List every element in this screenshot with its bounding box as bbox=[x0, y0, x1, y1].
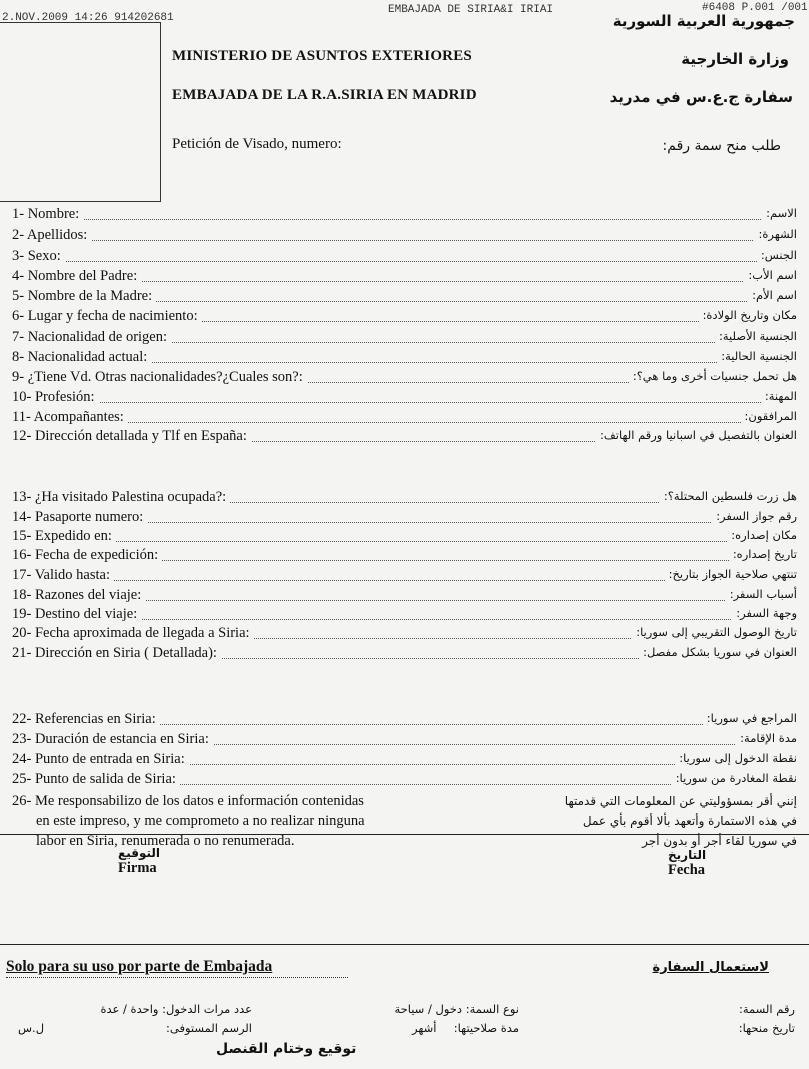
field-label: 14- Pasaporte numero: bbox=[12, 509, 147, 526]
field-row[interactable] bbox=[0, 409, 809, 429]
field-label: 7- Nacionalidad de origen: bbox=[12, 329, 171, 346]
field-row[interactable] bbox=[0, 547, 809, 567]
field-row[interactable] bbox=[0, 428, 809, 448]
visa-type-label: نوع السمة: دخول / سياحة bbox=[394, 1002, 519, 1016]
field-label-arabic: هل تحمل جنسيات أخرى وما هي؟: bbox=[629, 369, 797, 383]
fax-timestamp: 2.NOV.2009 14:26 914202681 bbox=[2, 12, 174, 24]
signature-label-arabic: التوقيع bbox=[118, 846, 160, 860]
field-row[interactable] bbox=[0, 329, 809, 349]
field-label: 1- Nombre: bbox=[12, 206, 83, 223]
fill-line[interactable] bbox=[20, 219, 789, 220]
field-label-arabic: الشهرة: bbox=[754, 227, 797, 241]
field-row[interactable] bbox=[0, 489, 809, 509]
field-label-arabic: أسباب السفر: bbox=[726, 587, 797, 601]
fill-line[interactable] bbox=[20, 541, 789, 542]
visa-number-label: رقم السمة: bbox=[738, 1002, 795, 1016]
header-country-arabic: جمهورية العربية السورية bbox=[612, 12, 795, 30]
currency-label: ل.س bbox=[18, 1021, 45, 1035]
embassy-title: EMBAJADA DE LA R.A.SIRIA EN MADRID bbox=[172, 87, 477, 103]
declaration-line-arabic: في سوريا لقاء أجر أو بدون أجر bbox=[642, 834, 797, 848]
field-label: 11- Acompañantes: bbox=[12, 409, 128, 426]
declaration-line: 26- Me responsabilizo de los datos e información contenidas bbox=[12, 793, 364, 809]
granted-date-label: تاريخ منحها: bbox=[738, 1021, 795, 1035]
field-label-arabic: تاريخ الوصول التقريبي إلى سوريا: bbox=[632, 625, 797, 639]
validity-label: مدة صلاحيتها: bbox=[453, 1021, 519, 1035]
field-row[interactable] bbox=[0, 227, 809, 247]
photo-box bbox=[0, 22, 161, 202]
field-label: 15- Expedido en: bbox=[12, 528, 116, 545]
field-row[interactable] bbox=[0, 268, 809, 288]
declaration-line: en este impreso, y me comprometo a no realizar ninguna bbox=[36, 813, 365, 829]
fee-label: الرسم المستوفى: bbox=[166, 1021, 252, 1035]
declaration-line: labor en Siria, renumerada o no renumerada. bbox=[36, 833, 295, 849]
field-row[interactable] bbox=[0, 771, 809, 791]
field-row[interactable] bbox=[0, 206, 809, 226]
field-label-arabic: مكان وتاريخ الولادة: bbox=[699, 308, 797, 322]
entries-label: عدد مرات الدخول: واحدة / عدة bbox=[100, 1002, 252, 1016]
embassy-title-arabic: سفارة ج.ع.س في مدريد bbox=[609, 88, 793, 106]
petition-number-label-arabic: طلب منح سمة رقم: bbox=[662, 138, 781, 154]
date-label: Fecha bbox=[668, 862, 706, 878]
embassy-use-title-line bbox=[6, 977, 348, 978]
field-row[interactable] bbox=[0, 369, 809, 389]
field-label: 17- Valido hasta: bbox=[12, 567, 114, 584]
declaration-text-arabic bbox=[565, 791, 797, 851]
section-divider bbox=[0, 944, 809, 945]
field-label: 19- Destino del viaje: bbox=[12, 606, 141, 623]
field-label-arabic: المهنة: bbox=[761, 389, 797, 403]
field-label-arabic: العنوان بالتفصيل في اسبانيا ورقم الهاتف: bbox=[596, 428, 797, 442]
field-label: 8- Nacionalidad actual: bbox=[12, 349, 151, 366]
field-label: 6- Lugar y fecha de nacimiento: bbox=[12, 308, 202, 325]
fill-line[interactable] bbox=[20, 422, 789, 423]
field-row[interactable] bbox=[0, 625, 809, 645]
field-label-arabic: اسم الأم: bbox=[748, 288, 797, 302]
field-row[interactable] bbox=[0, 711, 809, 731]
field-label-arabic: العنوان في سوريا بشكل مفصل: bbox=[639, 645, 797, 659]
field-label-arabic: نقطة المغادرة من سوريا: bbox=[672, 771, 797, 785]
field-label-arabic: اسم الأب: bbox=[744, 268, 797, 282]
field-label: 16- Fecha de expedición: bbox=[12, 547, 162, 564]
declaration-line-arabic: إنني أقر بمسؤوليتي عن المعلومات التي قدمتها bbox=[564, 794, 797, 808]
field-label-arabic: الجنس: bbox=[757, 248, 797, 262]
fill-line[interactable] bbox=[20, 402, 789, 403]
field-row[interactable] bbox=[0, 731, 809, 751]
field-row[interactable] bbox=[0, 288, 809, 308]
field-label-arabic: مكان إصداره: bbox=[727, 528, 797, 542]
date-label-arabic: التاريخ bbox=[668, 848, 707, 862]
field-label: 21- Dirección en Siria ( Detallada): bbox=[12, 645, 221, 662]
field-label-arabic: مدة الإقامة: bbox=[736, 731, 797, 745]
field-row[interactable] bbox=[0, 248, 809, 268]
field-label-arabic: نقطة الدخول إلى سوريا: bbox=[675, 751, 797, 765]
field-label-arabic: تاريخ إصداره: bbox=[729, 547, 797, 561]
field-label-arabic: المرافقون: bbox=[741, 409, 797, 423]
field-label: 12- Dirección detallada y Tlf en España: bbox=[12, 428, 251, 445]
field-label-arabic: الجنسية الحالية: bbox=[717, 349, 797, 363]
field-row[interactable] bbox=[0, 528, 809, 548]
field-label: 13- ¿Ha visitado Palestina ocupada?: bbox=[12, 489, 230, 506]
field-row[interactable] bbox=[0, 349, 809, 369]
field-label-arabic: هل زرت فلسطين المحتلة؟: bbox=[660, 489, 797, 503]
fill-line[interactable] bbox=[20, 261, 789, 262]
field-label-arabic: تنتهي صلاحية الجواز بتاريخ: bbox=[665, 567, 797, 581]
field-row[interactable] bbox=[0, 587, 809, 607]
field-label-arabic: الاسم: bbox=[762, 206, 797, 220]
fax-sender: EMBAJADA DE SIRIA&I IRIAI bbox=[388, 4, 554, 16]
field-label: 5- Nombre de la Madre: bbox=[12, 288, 156, 305]
field-label: 25- Punto de salida de Siria: bbox=[12, 771, 180, 788]
field-row[interactable] bbox=[0, 645, 809, 665]
field-label: 20- Fecha aproximada de llegada a Siria: bbox=[12, 625, 254, 642]
fill-line[interactable] bbox=[20, 240, 789, 241]
consul-signature-label: توقيع وختام القنصل bbox=[216, 1041, 357, 1057]
field-row[interactable] bbox=[0, 751, 809, 771]
field-label-arabic: رقم جواز السفر: bbox=[712, 509, 797, 523]
field-label: 10- Profesión: bbox=[12, 389, 99, 406]
declaration-line-arabic: في هذه الاستمارة وأتعهد بألا أقوم بأي عمل bbox=[582, 814, 797, 828]
section-divider bbox=[0, 834, 809, 835]
field-label-arabic: وجهة السفر: bbox=[732, 606, 797, 620]
field-label: 2- Apellidos: bbox=[12, 227, 91, 244]
field-label: 18- Razones del viaje: bbox=[12, 587, 145, 604]
field-label: 22- Referencias en Siria: bbox=[12, 711, 160, 728]
field-row[interactable] bbox=[0, 606, 809, 626]
field-label: 23- Duración de estancia en Siria: bbox=[12, 731, 213, 748]
embassy-use-title-arabic: لاستعمال السفارة bbox=[652, 960, 769, 975]
signature-label: Firma bbox=[118, 860, 157, 876]
field-label-arabic: المراجع في سوريا: bbox=[703, 711, 797, 725]
field-row[interactable] bbox=[0, 308, 809, 328]
declaration-text bbox=[12, 791, 365, 851]
ministry-title: MINISTERIO DE ASUNTOS EXTERIORES bbox=[172, 48, 472, 64]
field-label: 9- ¿Tiene Vd. Otras nacionalidades?¿Cuales son?: bbox=[12, 369, 307, 386]
embassy-use-title: Solo para su uso por parte de Embajada bbox=[6, 958, 273, 975]
field-label-arabic: الجنسية الأصلية: bbox=[715, 329, 797, 343]
fax-page: #6408 P.001 /001 bbox=[702, 2, 808, 14]
field-label: 24- Punto de entrada en Siria: bbox=[12, 751, 189, 768]
months-label: أشهر bbox=[412, 1021, 437, 1035]
field-row[interactable] bbox=[0, 509, 809, 529]
ministry-title-arabic: وزارة الخارجية bbox=[681, 50, 789, 68]
field-row[interactable] bbox=[0, 567, 809, 587]
field-row[interactable] bbox=[0, 389, 809, 409]
petition-number-label: Petición de Visado, numero: bbox=[172, 136, 342, 152]
field-label: 4- Nombre del Padre: bbox=[12, 268, 141, 285]
field-label: 3- Sexo: bbox=[12, 248, 65, 265]
